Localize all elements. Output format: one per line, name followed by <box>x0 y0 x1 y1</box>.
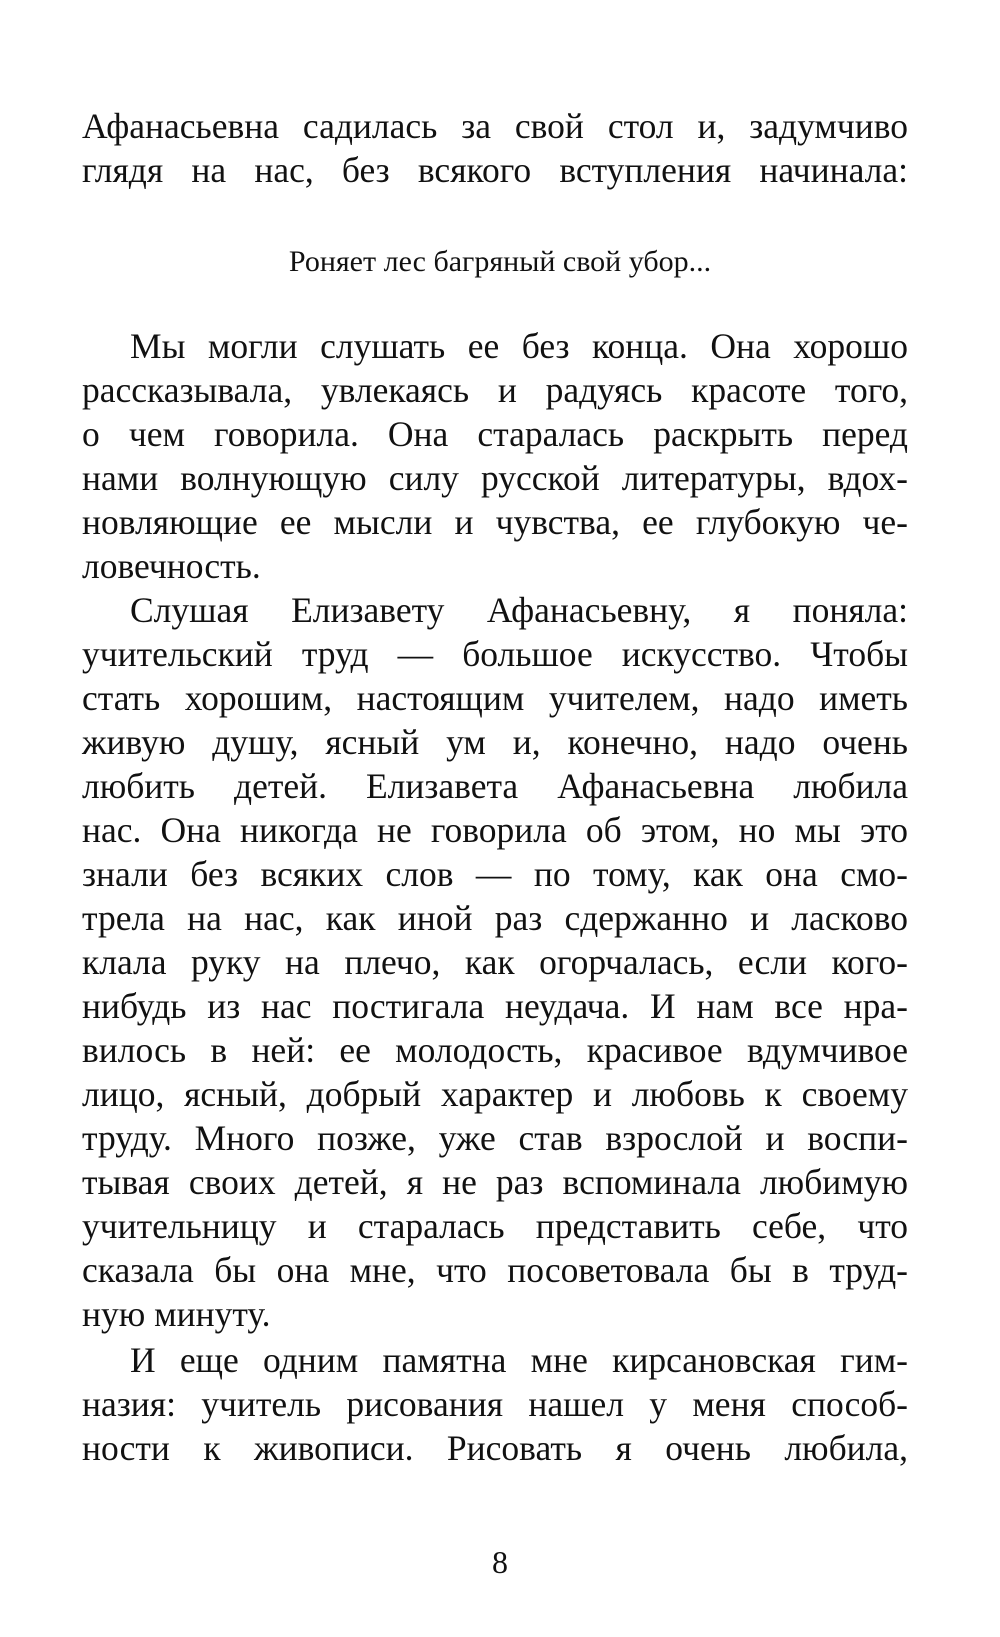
text-line: нибудь из нас постигала неудача. И нам все нра- <box>82 986 908 1026</box>
text-line: стать хорошим, настоящим учителем, надо иметь <box>82 678 908 718</box>
text-line: Слушая Елизавету Афанасьевну, я поняла: <box>130 590 908 630</box>
text-line: назия: учитель рисования нашел у меня способ- <box>82 1384 908 1424</box>
text-line: знали без всяких слов — по тому, как она смо- <box>82 854 908 894</box>
text-line: тывая своих детей, я не раз вспоминала любимую <box>82 1162 908 1202</box>
text-line: любить детей. Елизавета Афанасьевна любила <box>82 766 908 806</box>
text-line: учительский труд — большое искусство. Чтобы <box>82 634 908 674</box>
text-line: ную минуту. <box>82 1294 271 1334</box>
text-line: живую душу, ясный ум и, конечно, надо очень <box>82 722 908 762</box>
page-number: 8 <box>492 1544 508 1580</box>
text-line: ловечность. <box>82 546 261 586</box>
text-line: лицо, ясный, добрый характер и любовь к своему <box>82 1074 908 1114</box>
quote-line: Роняет лес багряный свой убор... <box>288 245 712 278</box>
text-line: клала руку на плечо, как огорчалась, если кого- <box>82 942 908 982</box>
text-line: ности к живописи. Рисовать я очень любила, <box>82 1428 908 1468</box>
text-line: Мы могли слушать ее без конца. Она хорошо <box>130 326 908 366</box>
text-line: о чем говорила. Она старалась раскрыть перед <box>82 414 908 454</box>
text-line: нами волнующую силу русской литературы, вдох- <box>82 458 908 498</box>
text-line: нас. Она никогда не говорила об этом, но мы это <box>82 810 908 850</box>
text-line: И еще одним памятна мне кирсановская гим- <box>130 1340 908 1380</box>
text-line: рассказывала, увлекаясь и радуясь красоте того, <box>82 370 908 410</box>
text-line: вилось в ней: ее молодость, красивое вдумчивое <box>82 1030 908 1070</box>
text-line: Афанасьевна садилась за свой стол и, задумчиво <box>82 106 908 146</box>
text-line: учительницу и старалась представить себе, что <box>82 1206 908 1246</box>
text-line: труду. Много позже, уже став взрослой и воспи- <box>82 1118 908 1158</box>
text-line: сказала бы она мне, что посоветовала бы в труд- <box>82 1250 908 1290</box>
text-line: новляющие ее мысли и чувства, ее глубокую че- <box>82 502 908 542</box>
text-line: трела на нас, как иной раз сдержанно и ласково <box>82 898 908 938</box>
text-line: глядя на нас, без всякого вступления начинала: <box>82 150 908 190</box>
